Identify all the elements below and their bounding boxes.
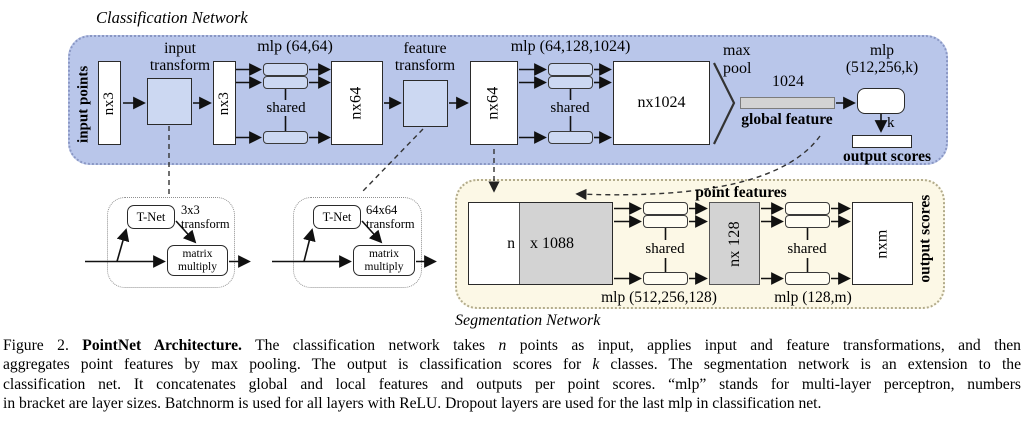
segmentation-network-title: Segmentation Network bbox=[455, 312, 601, 329]
caption-line-3: classification net. It concatenates global and local features and outputs per point scores. “mlp” stands for multi-layer perceptron, numbers bbox=[3, 375, 1021, 393]
feature-transform-box bbox=[403, 80, 448, 127]
caption-line-4: in bracket are layer sizes. Batchnorm is used for all layers with ReLU. Dropout layers are used for the last mlp in classification net. bbox=[3, 395, 822, 413]
seg-shared-label-1: shared bbox=[645, 241, 685, 257]
nx64-box-1-label: nx64 bbox=[347, 86, 365, 120]
k-label: k bbox=[887, 115, 895, 131]
tnet1-box bbox=[127, 205, 175, 229]
mlp-64-128-1024-label: mlp (64,128,1024) bbox=[510, 38, 631, 55]
nx1024-label: nx1024 bbox=[637, 94, 686, 111]
classification-output-scores-box bbox=[852, 135, 912, 148]
figure-caption bbox=[3, 336, 1021, 414]
tnet1-label: T-Net bbox=[136, 209, 166, 224]
mlp-128-m-label: mlp (128,m) bbox=[774, 289, 852, 306]
mlp-layer-pill bbox=[548, 76, 593, 89]
shared-label-2: shared bbox=[550, 100, 590, 116]
seg-n-cell bbox=[469, 203, 519, 284]
seg-x1088-cell bbox=[519, 203, 612, 284]
nx3-box-1 bbox=[98, 61, 121, 145]
tnet2-matrix-multiply-box: matrix multiply bbox=[353, 245, 415, 276]
global-feature-size-label: 1024 bbox=[772, 73, 804, 90]
tnet1-matrix-multiply-box: matrix multiply bbox=[167, 245, 228, 276]
nx128-label: nx 128 bbox=[725, 220, 743, 267]
seg-input-box bbox=[468, 202, 613, 285]
tnet2-label: T-Net bbox=[322, 209, 352, 224]
caption-line-1: Figure 2. PointNet Architecture. The classification network takes n points as input, applies input and feature transformations, and then bbox=[3, 337, 1021, 354]
tnet1-transform-label: 3x3 transform bbox=[181, 203, 230, 231]
mlp-layer-pill bbox=[548, 63, 593, 76]
nx64-box-2-label: nx64 bbox=[484, 86, 502, 120]
nxm-label: nxm bbox=[873, 228, 891, 259]
nx3-box-2 bbox=[213, 61, 236, 145]
classification-mlp-box bbox=[857, 88, 905, 114]
mlp-64-64-label: mlp (64,64) bbox=[257, 38, 333, 55]
seg-output-scores-label: output scores bbox=[916, 194, 934, 283]
nx3-box-2-label: nx3 bbox=[216, 91, 232, 115]
nx1024-box bbox=[613, 61, 710, 145]
tnet2-box bbox=[313, 205, 361, 229]
seg-shared-label-2: shared bbox=[787, 241, 827, 257]
input-points-label: input points bbox=[75, 65, 92, 143]
mlp-layer-pill bbox=[785, 272, 830, 285]
mlp-layer-pill bbox=[785, 202, 830, 215]
global-feature-label: global feature bbox=[741, 111, 833, 128]
mlp-layer-pill bbox=[548, 131, 593, 144]
seg-x1088-label: x 1088 bbox=[530, 234, 574, 252]
global-feature-bar bbox=[740, 97, 835, 109]
tnet2-transform-label: 64x64 transform bbox=[366, 203, 415, 231]
nx3-box-1-label: nx3 bbox=[101, 91, 117, 115]
mlp-layer-pill bbox=[643, 202, 688, 215]
feature-transform-label: feature transform bbox=[394, 40, 456, 75]
nx64-box-2 bbox=[470, 61, 518, 145]
classification-output-scores-label: output scores bbox=[843, 148, 931, 165]
mlp-layer-pill bbox=[263, 131, 308, 144]
mlp-layer-pill bbox=[643, 215, 688, 228]
seg-n-label: n bbox=[507, 234, 515, 252]
input-transform-box bbox=[147, 78, 192, 125]
mlp-512-256-k-label: mlp (512,256,k) bbox=[845, 42, 919, 77]
input-transform-label: input transform bbox=[149, 40, 211, 75]
mlp-layer-pill bbox=[263, 63, 308, 76]
nxm-box bbox=[852, 202, 913, 285]
mlp-layer-pill bbox=[785, 215, 830, 228]
max-pool-label: max pool bbox=[723, 42, 752, 77]
nx64-box-1 bbox=[331, 61, 383, 145]
nx128-box bbox=[709, 202, 760, 285]
shared-label-1: shared bbox=[266, 100, 306, 116]
mlp-layer-pill bbox=[263, 76, 308, 89]
mlp-layer-pill bbox=[643, 272, 688, 285]
caption-line-2: aggregates point features by max pooling. The output is classification scores for k classes. The segmentation network is an extension to the bbox=[3, 356, 1021, 374]
point-features-label: point features bbox=[695, 184, 787, 201]
mlp-512-256-128-label: mlp (512,256,128) bbox=[601, 289, 717, 306]
classification-network-title: Classification Network bbox=[96, 8, 248, 27]
